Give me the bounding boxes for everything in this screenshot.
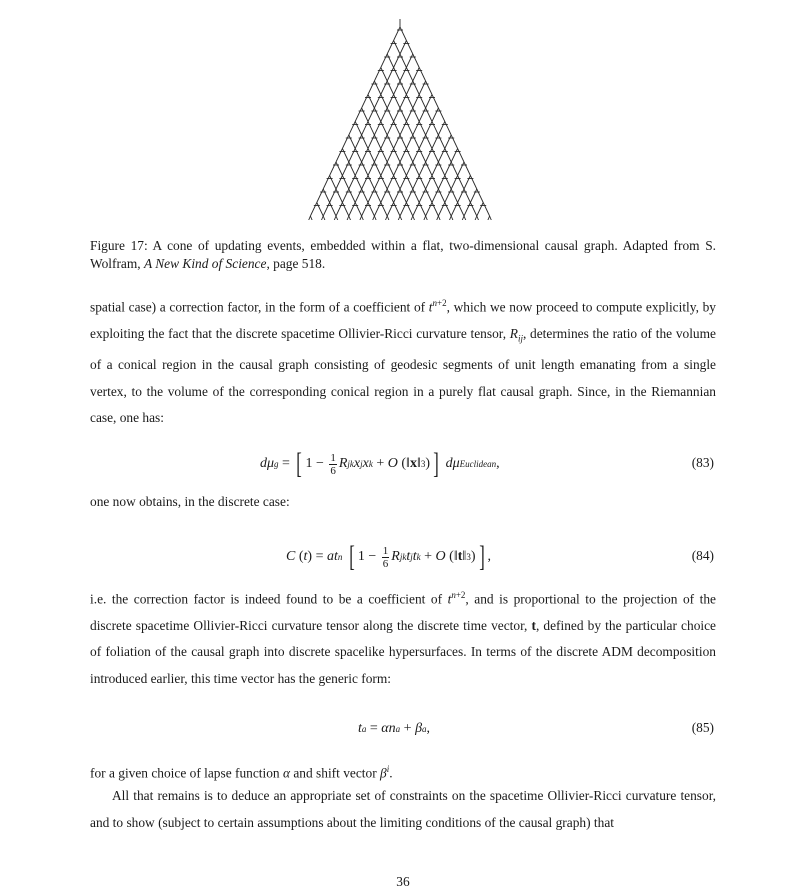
figure-caption: Figure 17: A cone of updating events, embedded within a flat, two-dimensional causal graph. Adapted from S. Wolfram, A New Kind of Science, page 518. — [90, 238, 716, 271]
causal-edge — [374, 189, 380, 203]
causal-edge — [381, 176, 387, 190]
causal-edge — [413, 95, 419, 109]
causal-edge — [413, 203, 419, 217]
causal-edge — [406, 162, 412, 176]
causal-edge — [368, 81, 374, 95]
causal-edge — [387, 189, 393, 203]
causal-edge — [464, 189, 470, 203]
causal-edge — [394, 27, 400, 41]
causal-edge — [374, 95, 380, 109]
paragraph-lapse-shift: for a given choice of lapse function α and shift vector $\beta^i$. — [90, 764, 393, 781]
causal-edge — [487, 216, 490, 220]
causal-edge — [381, 149, 387, 163]
causal-edge — [336, 149, 342, 163]
causal-edge — [330, 203, 336, 217]
causal-edge — [336, 216, 339, 220]
causal-edge — [321, 216, 324, 220]
causal-edge — [362, 176, 368, 190]
causal-edge — [355, 162, 361, 176]
causal-edge — [374, 176, 380, 190]
causal-edge — [400, 135, 406, 149]
causal-edge — [419, 162, 425, 176]
causal-edge — [464, 216, 467, 220]
causal-edge — [406, 68, 412, 82]
causal-edge — [381, 203, 387, 217]
causal-edge — [374, 162, 380, 176]
causal-edge — [483, 203, 489, 217]
causal-edge — [470, 176, 476, 190]
causal-edge — [426, 162, 432, 176]
causal-edge — [406, 81, 412, 95]
causal-edge — [445, 135, 451, 149]
causal-edge — [445, 189, 451, 203]
causal-edge — [387, 54, 393, 68]
causal-edge — [342, 189, 348, 203]
causal-edge — [413, 68, 419, 82]
causal-edge — [368, 95, 374, 109]
causal-edge — [355, 149, 361, 163]
causal-edge — [413, 189, 419, 203]
causal-edge — [362, 135, 368, 149]
causal-edge — [400, 95, 406, 109]
causal-edge — [381, 189, 387, 203]
equation-84-number: (84) — [691, 548, 714, 563]
causal-edge — [374, 135, 380, 149]
causal-edge — [458, 149, 464, 163]
causal-edge — [387, 122, 393, 136]
causal-edge — [413, 216, 416, 220]
causal-edge — [381, 95, 387, 109]
causal-edge — [400, 149, 406, 163]
causal-edge — [308, 216, 311, 220]
causal-edge — [419, 149, 425, 163]
causal-edge — [432, 95, 438, 109]
causal-edge — [362, 122, 368, 136]
causal-edge — [464, 203, 470, 217]
causal-edge — [419, 176, 425, 190]
causal-edge — [477, 216, 480, 220]
causal-edge — [413, 54, 419, 68]
causal-edge — [400, 54, 406, 68]
causal-edge — [413, 135, 419, 149]
causal-edge — [387, 176, 393, 190]
causal-edge — [336, 203, 342, 217]
equation-84: C ( t ) = at n [ 1 − $\frac{1}{6}$ R jk t j t k + O (‖ t ‖ 3 ) ] , (84) — [286, 540, 714, 573]
causal-edge — [445, 149, 451, 163]
causal-edge — [449, 216, 452, 220]
page-number: 36 — [396, 874, 410, 889]
causal-edge — [323, 216, 326, 220]
causal-edge — [381, 162, 387, 176]
causal-edge — [400, 203, 406, 217]
causal-edge — [355, 176, 361, 190]
causal-edge — [355, 135, 361, 149]
causal-edge — [477, 189, 483, 203]
causal-edge — [419, 135, 425, 149]
causal-edge — [374, 108, 380, 122]
causal-edge — [349, 122, 355, 136]
causal-edge — [464, 162, 470, 176]
causal-edge — [381, 54, 387, 68]
causal-graph-cone-figure — [300, 15, 500, 220]
causal-edge — [438, 108, 444, 122]
causal-edge — [342, 203, 348, 217]
causal-edge — [406, 203, 412, 217]
causal-edge — [336, 189, 342, 203]
equation-85-number: (85) — [691, 720, 714, 735]
causal-edge — [413, 81, 419, 95]
causal-edge — [458, 203, 464, 217]
causal-edge — [362, 203, 368, 217]
equation-83-number: (83) — [691, 455, 714, 470]
causal-edge — [394, 81, 400, 95]
causal-edge — [464, 176, 470, 190]
causal-edge — [432, 122, 438, 136]
causal-edge — [426, 122, 432, 136]
causal-edge — [432, 135, 438, 149]
causal-edge — [317, 189, 323, 203]
causal-edge — [394, 149, 400, 163]
causal-edge — [362, 95, 368, 109]
paragraph-discrete-case: one now obtains, in the discrete case: — [90, 494, 290, 509]
causal-edge — [349, 203, 355, 217]
causal-edge — [451, 189, 457, 203]
causal-edge — [451, 176, 457, 190]
causal-edge — [400, 27, 406, 41]
causal-edge — [400, 108, 406, 122]
causal-edge — [406, 176, 412, 190]
causal-edge — [394, 122, 400, 136]
causal-edge — [368, 189, 374, 203]
causal-edge — [400, 176, 406, 190]
causal-edge — [385, 216, 388, 220]
causal-edge — [368, 122, 374, 136]
causal-edge — [394, 68, 400, 82]
causal-edge — [310, 203, 316, 217]
causal-edge — [323, 189, 329, 203]
causal-edge — [355, 108, 361, 122]
causal-edge — [445, 176, 451, 190]
causal-edge — [394, 41, 400, 55]
causal-edge — [458, 162, 464, 176]
causal-edge — [419, 108, 425, 122]
causal-edge — [410, 216, 413, 220]
equation-83: dμ g = [ 1 − $\frac{1}{6}$ R jk x j x k + O (‖ x ‖ 3 ) ] dμ Euclidean , (83) — [260, 447, 714, 480]
causal-edge — [349, 135, 355, 149]
causal-edge — [394, 189, 400, 203]
causal-edge — [334, 216, 337, 220]
causal-edge — [342, 162, 348, 176]
causal-edge — [359, 216, 362, 220]
causal-edge — [349, 149, 355, 163]
causal-edge — [381, 108, 387, 122]
causal-edge — [426, 108, 432, 122]
paragraph-correction-result: i.e. the correction factor is indeed found to be a coefficient of $t^{n+2}$, and is proportional to the projection of the discrete spacetime Ollivier-Ricci curvature tensor along the discrete time vector, t, defined by the particular choice of foliation of the causal graph into discrete spacelike hypersurfaces. In terms of the discrete ADM decomposition introduced earlier, this time vector has the generic form: — [90, 590, 717, 686]
causal-edge — [374, 149, 380, 163]
causal-edge — [413, 162, 419, 176]
causal-edge — [436, 216, 439, 220]
causal-edge — [419, 95, 425, 109]
causal-edge — [368, 176, 374, 190]
causal-edge — [342, 135, 348, 149]
causal-edge — [342, 149, 348, 163]
causal-edge — [381, 81, 387, 95]
causal-edge — [419, 203, 425, 217]
causal-edge — [426, 176, 432, 190]
causal-edge — [362, 189, 368, 203]
causal-edge — [426, 149, 432, 163]
causal-edge — [426, 135, 432, 149]
causal-edge — [406, 135, 412, 149]
causal-edge — [355, 122, 361, 136]
causal-edge — [470, 203, 476, 217]
causal-edge — [451, 149, 457, 163]
causal-edge — [387, 162, 393, 176]
causal-edge — [349, 189, 355, 203]
causal-edge — [317, 203, 323, 217]
causal-edge — [438, 216, 441, 220]
causal-edge — [432, 203, 438, 217]
causal-edge — [368, 162, 374, 176]
causal-edge — [336, 162, 342, 176]
causal-edge — [423, 216, 426, 220]
causal-edge — [438, 162, 444, 176]
causal-edge — [451, 203, 457, 217]
causal-edge — [490, 216, 493, 220]
paragraph-correction-factor: spatial case) a correction factor, in the form of a coefficient of $t^{n+2}$, which we now proceed to compute explicitly, by exploiting the fact that the discrete spacetime Ollivier-Ricci curvature tensor, $R_{ij}$, determines the ratio of the volume of a conical region in the causal graph consisting of geodesic segments of unit length emanating from a single vertex, to the volume of the corresponding conical region in a purely flat causal graph. Since, in the Riemannian case, one has: — [90, 298, 716, 426]
causal-edge — [362, 149, 368, 163]
causal-edge — [406, 54, 412, 68]
causal-edge — [426, 203, 432, 217]
causal-edge — [349, 162, 355, 176]
causal-edge — [349, 216, 352, 220]
causal-edge — [362, 162, 368, 176]
causal-edge — [394, 162, 400, 176]
causal-edge — [406, 149, 412, 163]
causal-edge — [387, 95, 393, 109]
causal-edge — [368, 149, 374, 163]
causal-edge — [413, 108, 419, 122]
causal-edge — [387, 41, 393, 55]
causal-edge — [387, 108, 393, 122]
causal-edge — [381, 135, 387, 149]
causal-edge — [406, 189, 412, 203]
causal-edge — [426, 95, 432, 109]
causal-edge — [426, 189, 432, 203]
causal-edge — [330, 176, 336, 190]
causal-edge — [330, 189, 336, 203]
causal-edge — [419, 81, 425, 95]
causal-edge — [387, 149, 393, 163]
causal-edge — [432, 149, 438, 163]
causal-edge — [374, 68, 380, 82]
causal-edge — [323, 176, 329, 190]
causal-edge — [477, 203, 483, 217]
causal-edge — [438, 176, 444, 190]
causal-edge — [432, 189, 438, 203]
causal-edge — [451, 162, 457, 176]
causal-edge — [406, 122, 412, 136]
causal-edge — [381, 122, 387, 136]
causal-edge — [458, 189, 464, 203]
causal-edge — [374, 203, 380, 217]
causal-edge — [368, 108, 374, 122]
causal-edge — [387, 216, 390, 220]
causal-edge — [368, 135, 374, 149]
causal-edge — [413, 149, 419, 163]
causal-edge — [400, 216, 403, 220]
causal-edge — [394, 203, 400, 217]
causal-edge — [342, 176, 348, 190]
causal-edge — [387, 68, 393, 82]
causal-edge — [445, 122, 451, 136]
causal-edge — [438, 135, 444, 149]
causal-edge — [438, 149, 444, 163]
causal-edge — [400, 189, 406, 203]
causal-edge — [451, 135, 457, 149]
causal-edge — [394, 95, 400, 109]
causal-edge — [474, 216, 477, 220]
causal-edge — [394, 108, 400, 122]
causal-edge — [432, 162, 438, 176]
causal-edge — [394, 176, 400, 190]
causal-edge — [400, 41, 406, 55]
causal-edge — [438, 203, 444, 217]
causal-edge — [462, 216, 465, 220]
causal-edge — [374, 216, 377, 220]
causal-edge — [413, 122, 419, 136]
causal-edge — [355, 203, 361, 217]
causal-edge — [336, 176, 342, 190]
causal-edge — [346, 216, 349, 220]
causal-edge — [445, 162, 451, 176]
causal-edge — [426, 216, 429, 220]
causal-edge — [406, 95, 412, 109]
causal-edge — [381, 68, 387, 82]
causal-edge — [400, 81, 406, 95]
causal-edge — [387, 81, 393, 95]
causal-edge — [438, 122, 444, 136]
causal-edge — [458, 176, 464, 190]
causal-edge — [419, 189, 425, 203]
causal-edge — [355, 189, 361, 203]
causal-edge — [445, 203, 451, 217]
causal-edge — [400, 162, 406, 176]
causal-edge — [310, 216, 313, 220]
causal-edge — [362, 108, 368, 122]
causal-edge — [398, 216, 401, 220]
causal-edge — [400, 68, 406, 82]
causal-edge — [330, 162, 336, 176]
causal-edge — [400, 122, 406, 136]
causal-edge — [419, 122, 425, 136]
causal-edge — [419, 68, 425, 82]
equation-85: t a = αn a + β a , (85) — [358, 720, 714, 736]
causal-edge — [432, 176, 438, 190]
causal-edge — [432, 108, 438, 122]
causal-edge — [394, 135, 400, 149]
causal-edge — [406, 41, 412, 55]
causal-edge — [387, 203, 393, 217]
causal-edge — [438, 189, 444, 203]
causal-edge — [349, 176, 355, 190]
causal-edge — [470, 189, 476, 203]
causal-edge — [426, 81, 432, 95]
causal-edge — [374, 122, 380, 136]
paragraph-constraints: All that remains is to deduce an appropriate set of constraints on the spacetime Ollivier-Ricci curvature tensor, and to show (subject to certain assumptions about the limiting conditions of the causal graph) that — [90, 788, 716, 830]
causal-edge — [451, 216, 454, 220]
causal-edge — [372, 216, 375, 220]
causal-edge — [368, 203, 374, 217]
causal-edge — [387, 135, 393, 149]
causal-edge — [323, 203, 329, 217]
causal-edge — [413, 176, 419, 190]
causal-edge — [362, 216, 365, 220]
causal-edge — [374, 81, 380, 95]
causal-edge — [406, 108, 412, 122]
causal-edge — [394, 54, 400, 68]
